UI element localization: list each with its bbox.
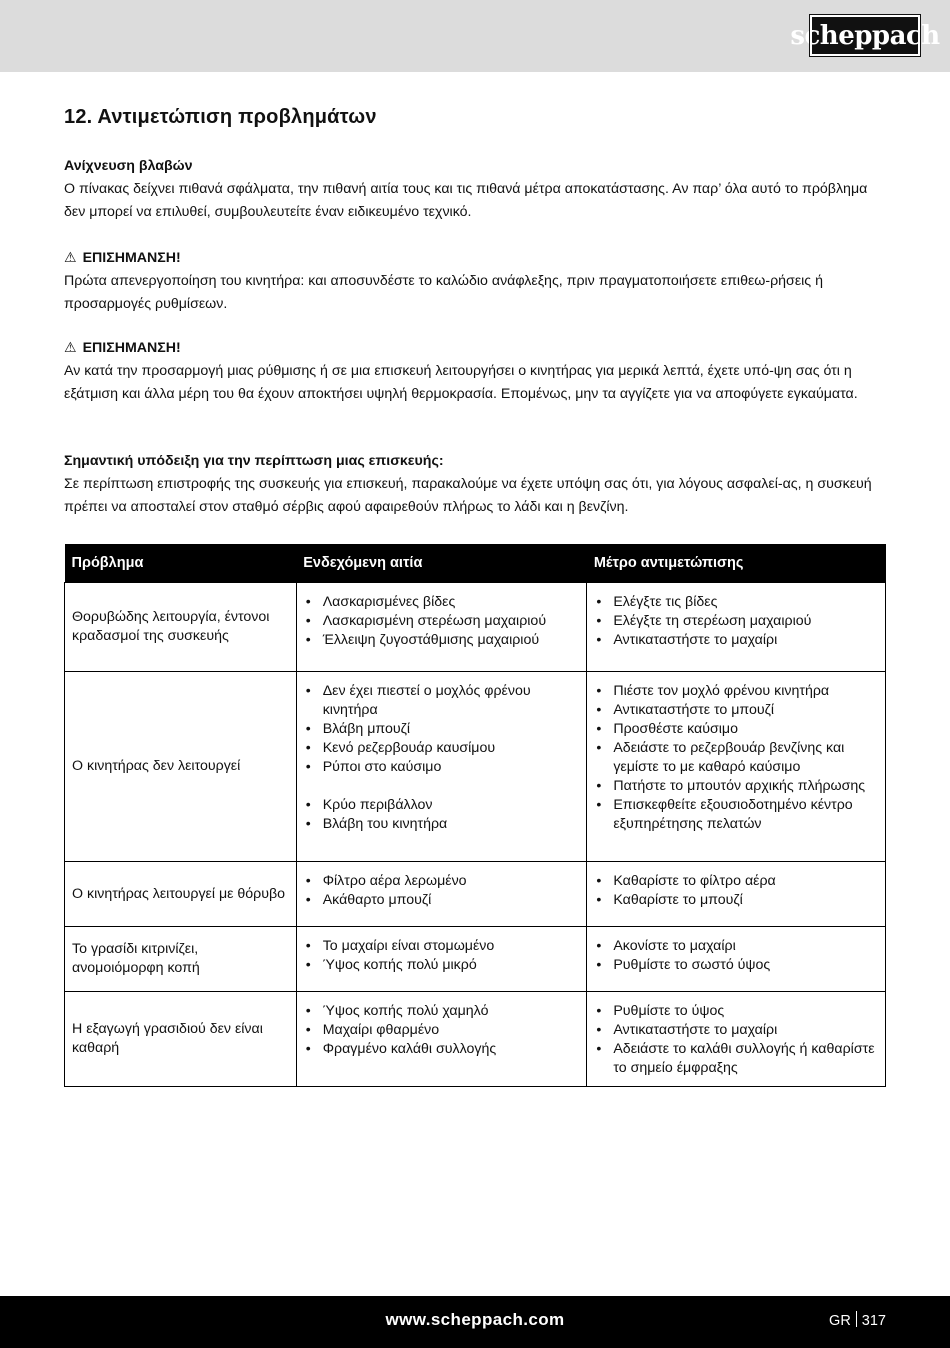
- repair-note: [64, 450, 888, 519]
- problem-cell: Ο κινητήρας δεν λειτουργεί: [65, 672, 297, 862]
- list-item: • Μαχαίρι φθαρμένο: [304, 1021, 580, 1040]
- list-item: • Το μαχαίρι είναι στομωμένο: [304, 937, 580, 956]
- repair-note-heading: Σημαντική υπόδειξη για την περίπτωση μιας επισκευής:: [64, 453, 444, 469]
- list-item: • Λασκαρισμένη στερέωση μαχαιριού: [304, 612, 580, 631]
- table-row: [65, 583, 886, 672]
- list-item: • Φίλτρο αέρα λερωμένο: [304, 872, 580, 891]
- fault-detection-heading: Ανίχνευση βλαβών: [64, 158, 193, 174]
- warning-1-heading: ΕΠΙΣΗΜΑΝΣΗ!: [82, 250, 181, 266]
- page-indicator: [829, 1311, 886, 1329]
- list-item: • Αντικαταστήστε το μαχαίρι: [594, 1021, 878, 1040]
- table-row: [65, 927, 886, 992]
- problem-cell: Ο κινητήρας λειτουργεί με θόρυβο: [65, 862, 297, 927]
- website-link[interactable]: www.scheppach.com: [385, 1310, 565, 1329]
- problem-cell: Η εξαγωγή γρασιδιού δεν είναι καθαρή: [65, 992, 297, 1087]
- troubleshooting-table: [64, 544, 886, 1087]
- table-row: [65, 672, 886, 862]
- warning-1-text: Πρώτα απενεργοποίηση του κινητήρα: και αποσυνδέστε το καλώδιο ανάφλεξης, πριν πραγματοποιήσετε επιθεω-ρήσεις ή προσαρμογές ρυθμίσεων.: [64, 273, 823, 312]
- list-item: • Καθαρίστε το φίλτρο αέρα: [594, 872, 878, 891]
- list-item: • Βλάβη του κινητήρα: [304, 815, 580, 834]
- list-item: • Δεν έχει πιεστεί ο μοχλός φρένου κινητήρα: [304, 682, 580, 720]
- table-header-row: [65, 544, 886, 583]
- list-item: • Αντικαταστήστε το μπουζί: [594, 701, 878, 720]
- list-item: • Ελέγξτε τις βίδες: [594, 593, 878, 612]
- warning-2-heading-line: [64, 336, 888, 360]
- remedy-cell: [587, 992, 886, 1087]
- list-spacer: [304, 777, 580, 796]
- warning-1: [64, 246, 888, 316]
- warning-triangle-icon: ⚠: [64, 249, 77, 265]
- table-row: [65, 992, 886, 1087]
- list-item: • Έλλειψη ζυγοστάθμισης μαχαιριού: [304, 631, 580, 650]
- warning-1-heading-line: [64, 246, 888, 270]
- fault-detection-paragraph: [64, 155, 888, 224]
- header-bar: [0, 0, 950, 72]
- cause-cell: [296, 583, 587, 672]
- list-item: • Ρυθμίστε το σωστό ύψος: [594, 956, 878, 975]
- section-number: 12.: [64, 106, 93, 128]
- list-item: • Κενό ρεζερβουάρ καυσίμου: [304, 739, 580, 758]
- remedy-cell: [587, 862, 886, 927]
- list-item: • Αντικαταστήστε το μαχαίρι: [594, 631, 878, 650]
- remedy-cell: [587, 672, 886, 862]
- list-item: • Ελέγξτε τη στερέωση μαχαιριού: [594, 612, 878, 631]
- list-item: • Πατήστε το μπουτόν αρχικής πλήρωσης: [594, 777, 878, 796]
- problem-cell: Θορυβώδης λειτουργία, έντονοι κραδασμοί της συσκευής: [65, 583, 297, 672]
- list-item: • Ρυθμίστε το ύψος: [594, 1002, 878, 1021]
- column-header-cause: Ενδεχόμενη αιτία: [296, 544, 587, 583]
- list-item: • Ακάθαρτο μπουζί: [304, 891, 580, 910]
- warning-2-text: Αν κατά την προσαρμογή μιας ρύθμισης ή σε μια επισκευή λειτουργήσει ο κινητήρας για μερικά λεπτά, έχετε υπό-ψη σας ότι η εξάτμιση και άλλα μέρη του θα έχουν αποκτήσει υψηλή θερμοκρασία. Επομένως, μην τα αγγίζετε για να αποφύγετε εγκαύματα.: [64, 363, 858, 402]
- list-item: • Ακονίστε το μαχαίρι: [594, 937, 878, 956]
- list-item: • Βλάβη μπουζί: [304, 720, 580, 739]
- list-item: • Πιέστε τον μοχλό φρένου κινητήρα: [594, 682, 878, 701]
- warning-2: [64, 336, 888, 406]
- warning-triangle-icon: ⚠: [64, 339, 77, 355]
- language-code: GR: [829, 1313, 851, 1329]
- list-item: • Ύψος κοπής πολύ μικρό: [304, 956, 580, 975]
- section-title-text: Αντιμετώπιση προβλημάτων: [97, 106, 377, 128]
- warning-2-heading: ΕΠΙΣΗΜΑΝΣΗ!: [82, 340, 181, 356]
- section-title: [64, 106, 377, 129]
- list-item: • Λασκαρισμένες βίδες: [304, 593, 580, 612]
- column-header-remedy: Μέτρο αντιμετώπισης: [587, 544, 886, 583]
- list-item: • Φραγμένο καλάθι συλλογής: [304, 1040, 580, 1059]
- cause-cell: [296, 862, 587, 927]
- page-number: 317: [861, 1313, 886, 1329]
- repair-note-text: Σε περίπτωση επιστροφής της συσκευής για επισκευή, παρακαλούμε να έχετε υπόψη σας ότι, για λόγους ασφαλεί-ας, η συσκευή πρέπει να αποσταλεί στον σταθμό σέρβις αφού αφαιρεθούν πλήρως το λάδι και η βενζίνη.: [64, 476, 872, 515]
- list-item: • Κρύο περιβάλλον: [304, 796, 580, 815]
- list-item: • Ύψος κοπής πολύ χαμηλό: [304, 1002, 580, 1021]
- list-item: • Αδειάστε το καλάθι συλλογής ή καθαρίστε το σημείο έμφραξης: [594, 1040, 878, 1078]
- problem-cell: Το γρασίδι κιτρινίζει, ανομοιόμορφη κοπή: [65, 927, 297, 992]
- scheppach-logo: scheppach: [810, 15, 920, 56]
- remedy-cell: [587, 927, 886, 992]
- list-item: • Ρύποι στο καύσιμο: [304, 758, 580, 777]
- fault-detection-text: Ο πίνακας δείχνει πιθανά σφάλματα, την πιθανή αιτία τους και τις πιθανά μέτρα αποκατάστασης. Αν παρ’ όλα αυτό το πρόβλημα δεν μπορεί να επιλυθεί, συμβουλευτείτε έναν ειδικευμένο τεχνικό.: [64, 181, 868, 220]
- remedy-cell: [587, 583, 886, 672]
- footer-bar: [0, 1296, 950, 1348]
- cause-cell: [296, 992, 587, 1087]
- table-row: [65, 862, 886, 927]
- cause-cell: [296, 672, 587, 862]
- column-header-problem: Πρόβλημα: [65, 544, 297, 583]
- list-item: • Αδειάστε το ρεζερβουάρ βενζίνης και γεμίστε το με καθαρό καύσιμο: [594, 739, 878, 777]
- cause-cell: [296, 927, 587, 992]
- list-item: • Καθαρίστε το μπουζί: [594, 891, 878, 910]
- page-separator: [856, 1311, 857, 1327]
- list-item: • Προσθέστε καύσιμο: [594, 720, 878, 739]
- list-item: • Επισκεφθείτε εξουσιοδοτημένο κέντρο εξυπηρέτησης πελατών: [594, 796, 878, 834]
